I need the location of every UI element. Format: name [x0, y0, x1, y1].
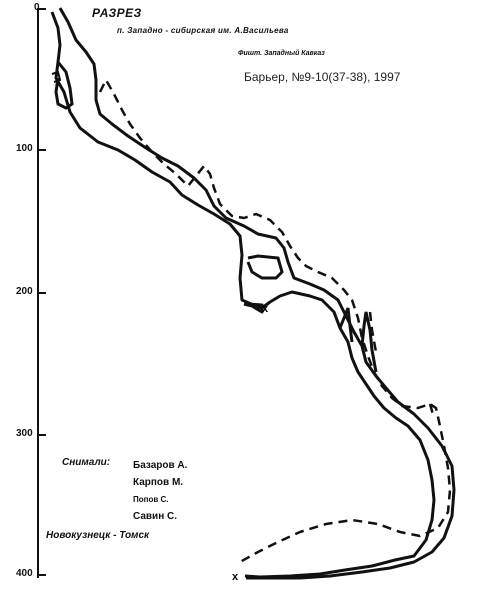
- surveyor-name: Попов С.: [133, 495, 169, 504]
- source-citation: Барьер, №9-10(37-38), 1997: [244, 70, 401, 84]
- surveyor-name: Базаров А.: [133, 460, 188, 471]
- depth-tick-0: 0: [34, 2, 40, 13]
- surveyor-name: Карпов М.: [133, 477, 184, 488]
- surveyor-name: Савин С.: [133, 511, 178, 522]
- depth-tick-200: 200: [16, 286, 33, 297]
- depth-tick-100: 100: [16, 143, 33, 154]
- surveyors-label: Снимали:: [62, 457, 111, 468]
- surveyors-list: [133, 457, 187, 525]
- side-passage-mid: [248, 256, 282, 278]
- diagram-title: РАЗРЕЗ: [92, 6, 142, 20]
- marker-x-upper: x: [262, 303, 269, 315]
- passage-wall-right: [60, 8, 454, 578]
- depth-tick-300: 300: [16, 428, 33, 439]
- diagram-location: Фишт. Западный Кавказ: [238, 50, 325, 57]
- route-label: Новокузнецк - Томск: [46, 530, 150, 541]
- depth-tick-400: 400: [16, 568, 33, 579]
- marker-x-lower: x: [232, 571, 239, 583]
- passage-wall-left: [52, 12, 434, 577]
- diagram-subtitle: п. Западно - сибирская им. А.Васильева: [117, 26, 289, 35]
